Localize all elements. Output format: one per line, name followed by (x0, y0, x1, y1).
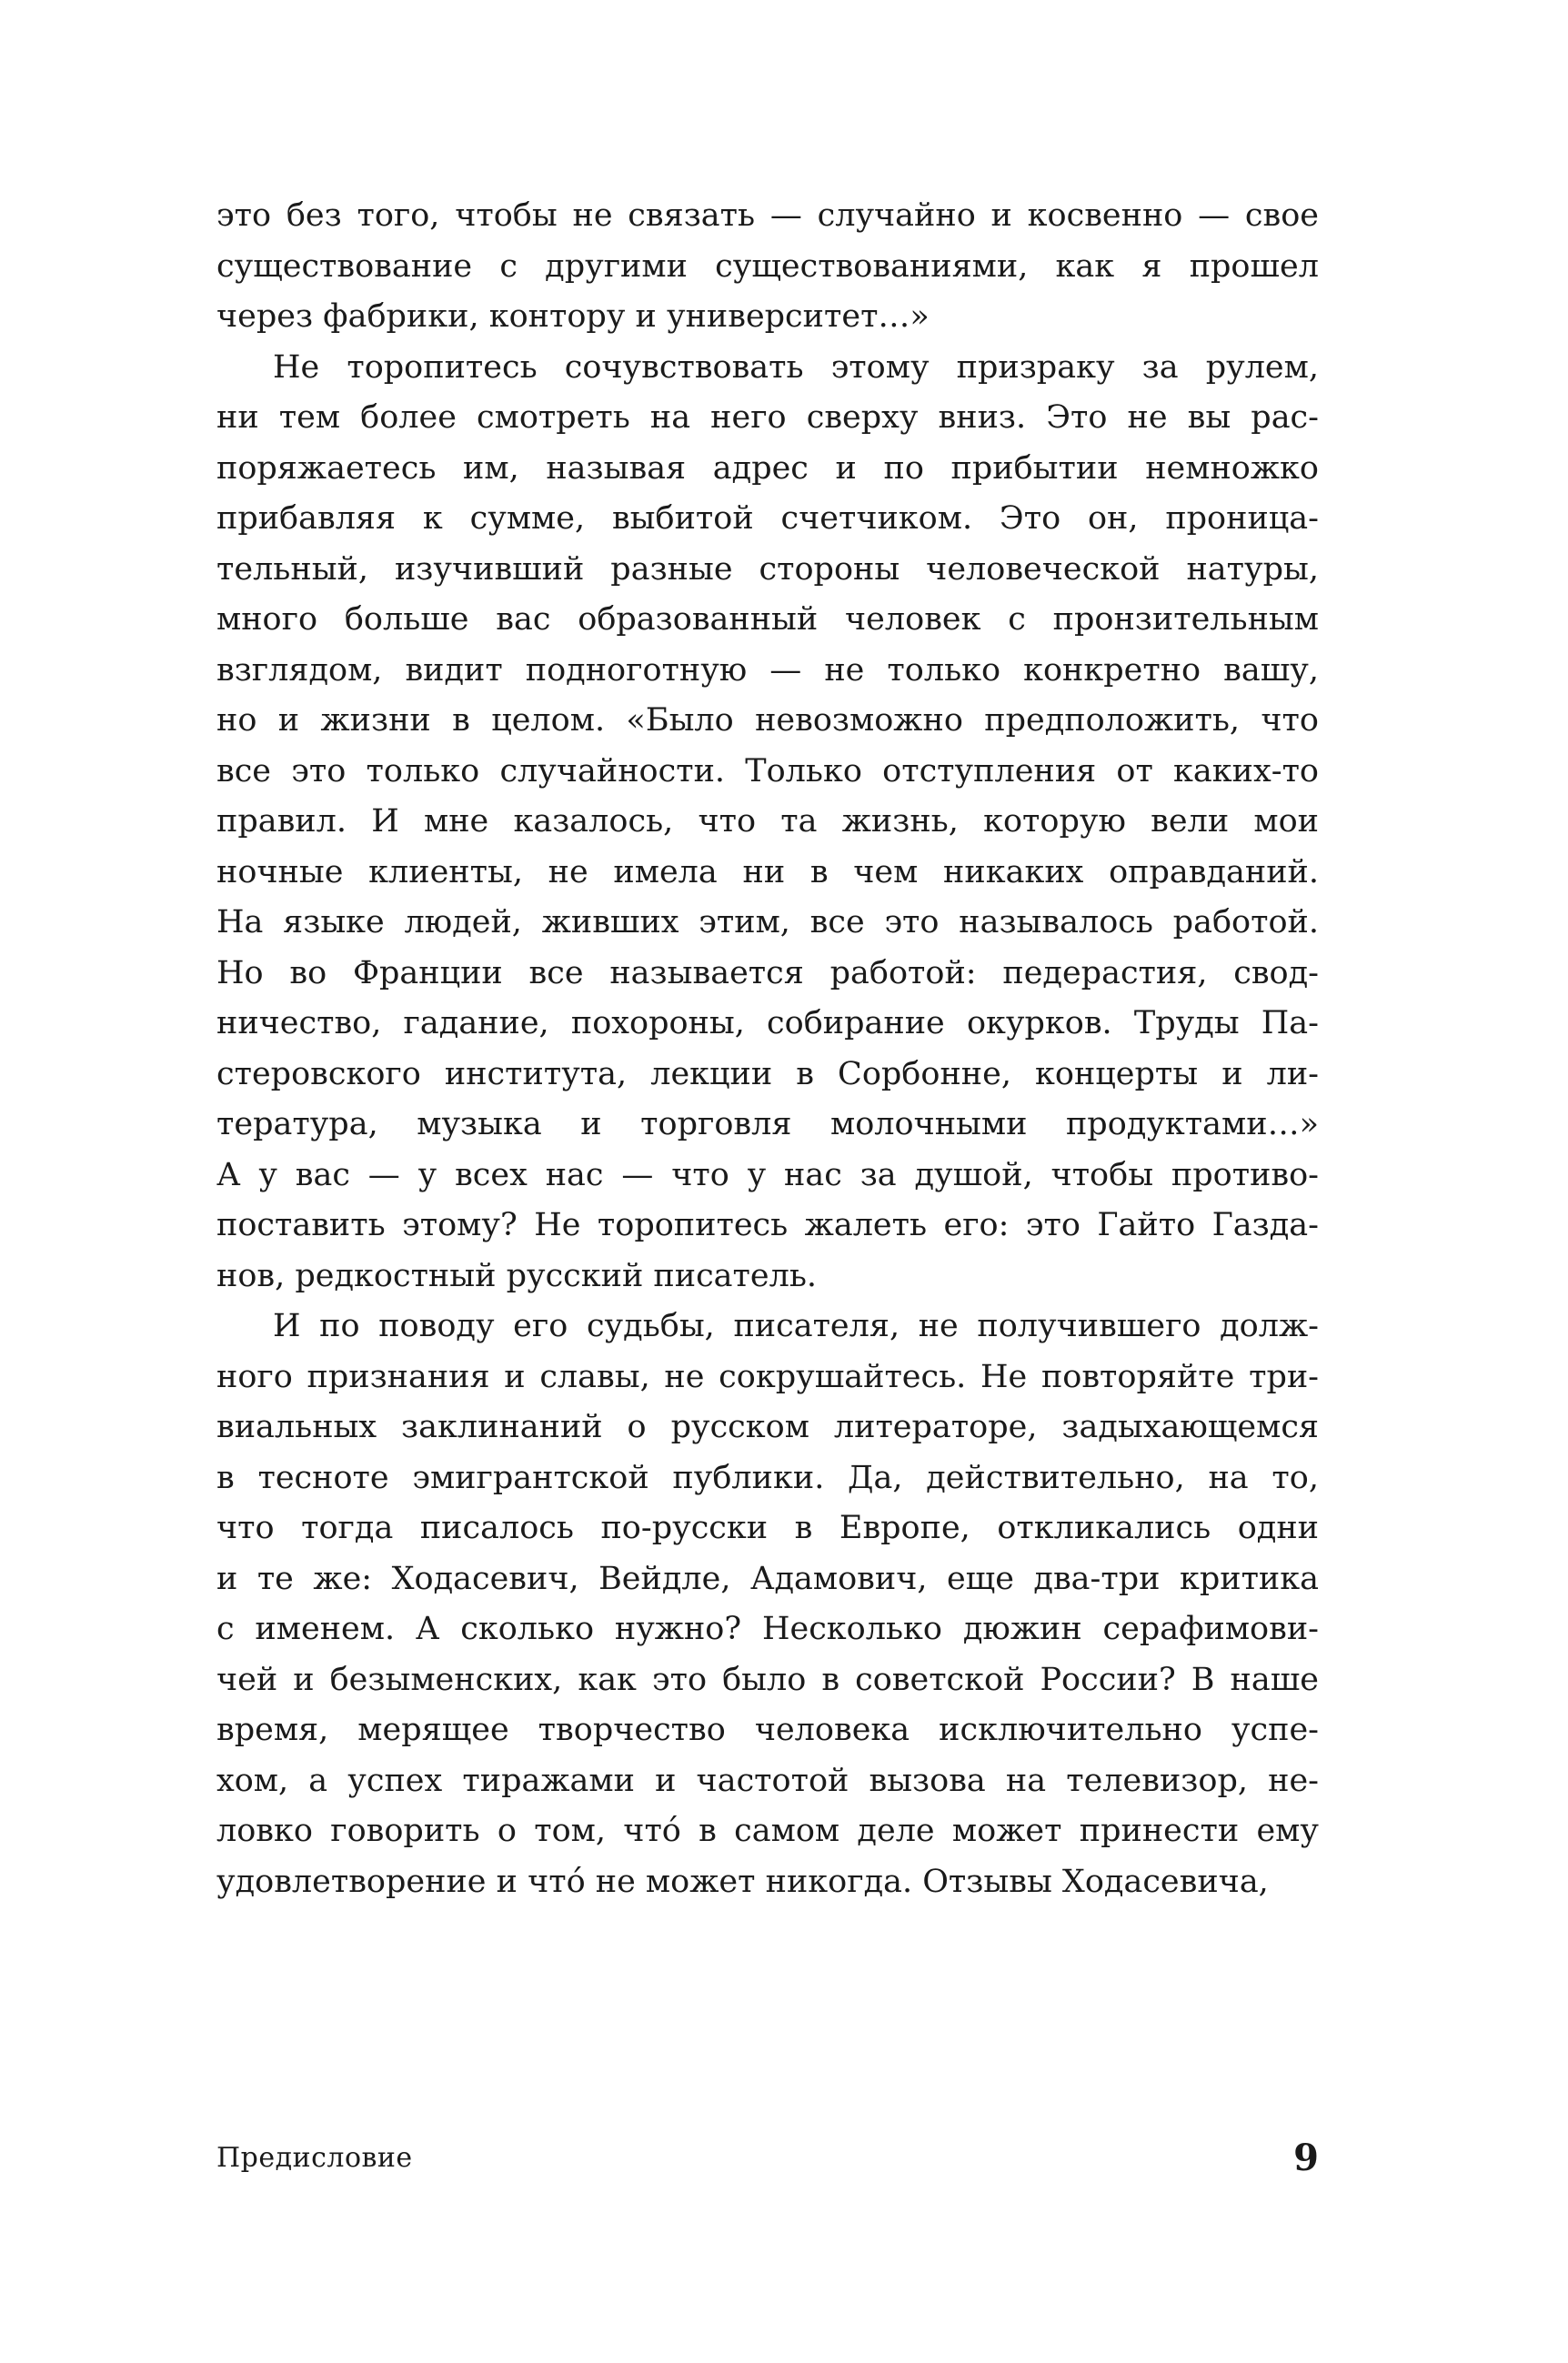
body-text (216, 191, 1319, 1907)
text-line: прибавляя к сумме, выбитой счетчиком. Это он, проница- (216, 500, 1319, 537)
text-line: нов, редкостный русский писатель. (216, 1257, 818, 1294)
text-line: удовлетворение и что́ не может никогда. Отзывы Ходасевича, (216, 1863, 1269, 1900)
text-line: взглядом, видит подноготную — не только конкретно вашу, (216, 651, 1319, 689)
text-line: И по поводу его судьбы, писателя, не получившего долж- (273, 1308, 1319, 1344)
running-title: Предисловие (216, 2142, 413, 2174)
text-line: виальных заклинаний о русском литераторе, задыхающемся (216, 1409, 1319, 1445)
text-line: Но во Франции все называется работой: педерастия, свод- (216, 954, 1319, 991)
text-line: поряжаетесь им, называя адрес и по прибытии немножко (216, 449, 1319, 487)
text-line: существование с другими существованиями, как я прошел (216, 247, 1319, 285)
text-line: с именем. А сколько нужно? Несколько дюжин серафимови- (216, 1611, 1319, 1647)
text-line: ничество, гадание, похороны, собирание окурков. Труды Па- (216, 1005, 1319, 1041)
text-line: время, мерящее творчество человека исключительно успе- (216, 1712, 1319, 1748)
text-line: На языке людей, живших этим, все это называлось работой. (216, 904, 1319, 940)
text-line: все это только случайности. Только отступления от каких-то (216, 752, 1319, 789)
text-line: но и жизни в целом. «Было невозможно предположить, что (216, 702, 1319, 739)
text-line: тература, музыка и торговля молочными продуктами…» (216, 1106, 1319, 1142)
page-footer (216, 2137, 1319, 2197)
text-line: ночные клиенты, не имела ни в чем никаких оправданий. (216, 853, 1319, 890)
paragraph (216, 1302, 1319, 1907)
paragraph (216, 343, 1319, 1302)
text-line: правил. И мне казалось, что та жизнь, которую вели мои (216, 803, 1319, 840)
text-line: чей и безыменских, как это было в советской России? В наше (216, 1661, 1319, 1698)
text-line: это без того, чтобы не связать — случайно и косвенно — свое (216, 197, 1319, 234)
text-line: в тесноте эмигрантской публики. Да, действительно, на то, (216, 1459, 1319, 1496)
paragraph (216, 191, 1319, 343)
text-line: через фабрики, контору и университет…» (216, 298, 930, 335)
text-line: ни тем более смотреть на него сверху вниз. Это не вы рас- (216, 399, 1319, 436)
text-line: Не торопитесь сочувствовать этому призраку за рулем, (273, 348, 1319, 386)
text-line: тельный, изучивший разные стороны человеческой натуры, (216, 550, 1319, 588)
text-line: и те же: Ходасевич, Вейдле, Адамович, еще два-три критика (216, 1560, 1319, 1597)
text-line: поставить этому? Не торопитесь жалеть его: это Гайто Газда- (216, 1207, 1319, 1243)
text-line: ловко говорить о том, что́ в самом деле может принести ему (216, 1813, 1319, 1849)
text-line: стеровского института, лекции в Сорбонне, концерты и ли- (216, 1055, 1319, 1092)
text-line: А у вас — у всех нас — что у нас за душой, чтобы противо- (216, 1156, 1319, 1193)
text-line: ного признания и славы, не сокрушайтесь. Не повторяйте три- (216, 1358, 1319, 1395)
text-line: что тогда писалось по-русски в Европе, откликались одни (216, 1510, 1319, 1546)
text-line: много больше вас образованный человек с пронзительным (216, 601, 1319, 638)
page-number: 9 (1293, 2137, 1319, 2179)
text-line: хом, а успех тиражами и частотой вызова на телевизор, не- (216, 1762, 1319, 1799)
